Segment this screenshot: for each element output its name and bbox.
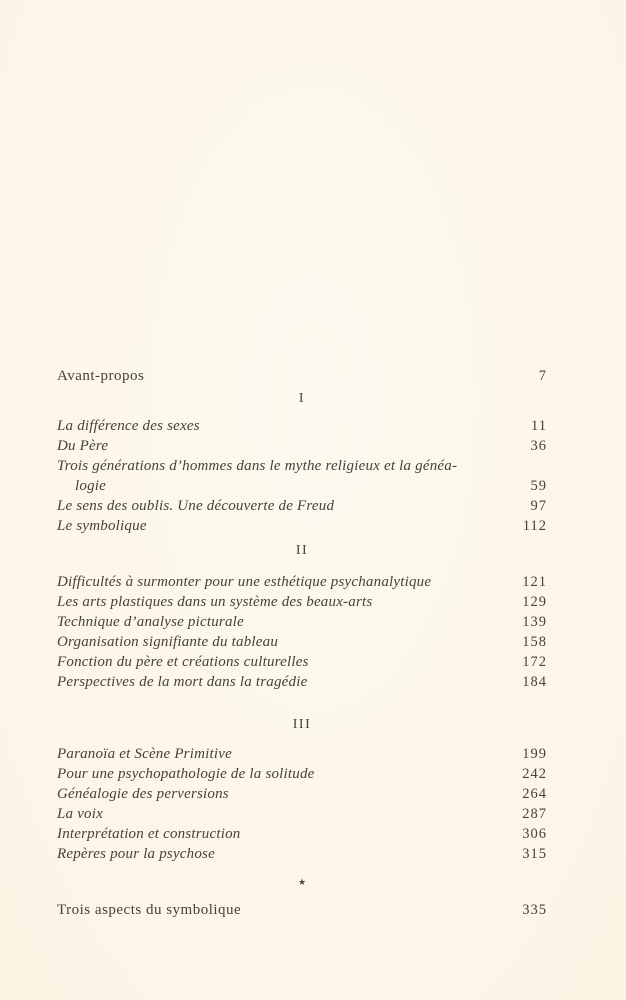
toc-entry	[57, 824, 547, 844]
toc-entry	[57, 516, 547, 536]
entry-page-number: 129	[522, 594, 547, 610]
entry-title: Le sens des oublis. Une découverte de Freud	[57, 498, 335, 514]
star-separator-icon: ★	[297, 878, 307, 888]
toc-entry-two-lines	[57, 456, 547, 496]
entry-page-number: 315	[522, 846, 547, 862]
toc-entry	[57, 572, 547, 592]
toc-entry	[57, 784, 547, 804]
entry-title: Technique d’analyse picturale	[57, 614, 244, 630]
toc-entry	[57, 844, 547, 864]
entry-title: Du Père	[57, 438, 109, 454]
toc-entry	[57, 436, 547, 456]
entry-page-number: 112	[522, 518, 547, 534]
toc-entry	[57, 632, 547, 652]
entry-page-number: 7	[538, 368, 547, 384]
toc-entry	[57, 592, 547, 612]
entry-page-number: 335	[522, 902, 547, 918]
entry-title: Pour une psychopathologie de la solitude	[57, 766, 315, 782]
entry-page-number: 97	[530, 498, 547, 514]
entry-page-number: 184	[522, 674, 547, 690]
section-ii-entries	[57, 572, 547, 692]
entry-title: Perspectives de la mort dans la tragédie	[57, 674, 308, 690]
entry-title: Fonction du père et créations culturelles	[57, 654, 309, 670]
entry-title: Le symbolique	[57, 518, 147, 534]
table-of-contents	[57, 0, 547, 920]
entry-page-number: 172	[522, 654, 547, 670]
section-iii-entries	[57, 744, 547, 864]
entry-page-number: 287	[522, 806, 547, 822]
toc-entry	[57, 652, 547, 672]
entry-page-number: 158	[522, 634, 547, 650]
entry-title: Paranoïa et Scène Primitive	[57, 746, 232, 762]
entry-page-number: 199	[522, 746, 547, 762]
entry-title: Interprétation et construction	[57, 826, 241, 842]
section-heading-i: I	[298, 391, 306, 406]
toc-entry	[57, 672, 547, 692]
entry-page-number: 11	[531, 418, 547, 434]
entry-page-number: 121	[522, 574, 547, 590]
entry-page-number: 36	[530, 438, 547, 454]
toc-entry	[57, 496, 547, 516]
entry-title-line1: Trois générations d’hommes dans le mythe religieux et la généa-	[57, 458, 458, 474]
entry-page-number: 264	[522, 786, 547, 802]
section-heading-iii: III	[292, 717, 312, 732]
toc-entry	[57, 764, 547, 784]
toc-entry	[57, 804, 547, 824]
entry-title: La différence des sexes	[57, 418, 200, 434]
toc-entry-preface	[57, 366, 547, 386]
entry-title: Repères pour la psychose	[57, 846, 215, 862]
entry-title: Organisation signifiante du tableau	[57, 634, 279, 650]
entry-title: Généalogie des perversions	[57, 786, 229, 802]
toc-entry	[57, 416, 547, 436]
toc-entry	[57, 744, 547, 764]
entry-continuation-row	[57, 476, 547, 496]
toc-entry-closing	[57, 900, 547, 920]
toc-entry	[57, 612, 547, 632]
entry-title: Les arts plastiques dans un système des beaux-arts	[57, 594, 373, 610]
entry-page-number: 242	[522, 766, 547, 782]
entry-title: Trois aspects du symbolique	[57, 902, 242, 918]
entry-title: La voix	[57, 806, 103, 822]
entry-title-line2: logie	[75, 478, 106, 494]
entry-page-number: 306	[522, 826, 547, 842]
section-i-entries	[57, 416, 547, 536]
section-heading-ii: II	[295, 543, 309, 558]
entry-page-number: 59	[530, 478, 547, 494]
entry-page-number: 139	[522, 614, 547, 630]
entry-title: Avant-propos	[57, 368, 145, 384]
entry-title: Difficultés à surmonter pour une esthétique psychanalytique	[57, 574, 432, 590]
